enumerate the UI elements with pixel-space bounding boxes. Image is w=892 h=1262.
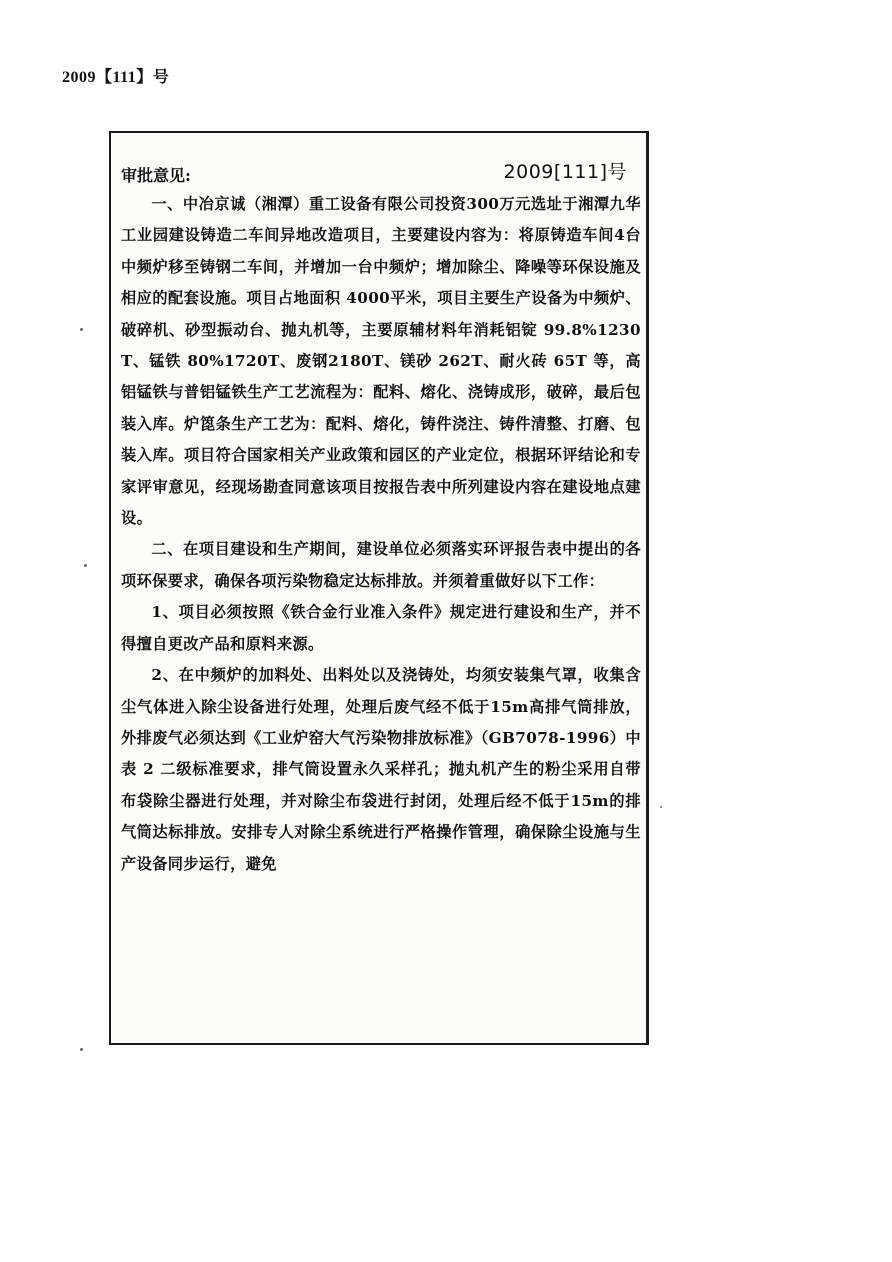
paragraph-requirements-intro: 二、在项目建设和生产期间，建设单位必须落实环评报告表中提出的各项环保要求，确保各项污染物稳定达标排放。并须着重做好以下工作： bbox=[121, 540, 641, 590]
paragraph-project-overview: 一、中冶京诚（湘潭）重工设备有限公司投资300万元选址于湘潭九华工业园建设铸造二车间异地改造项目，主要建设内容为：将原铸造车间4台中频炉移至铸钢二车间，并增加一台中频炉；增加除尘、降噪等环保设施及相应的配套设施。项目占地面积 4000平米，项目主要生产设备为中频炉、破碎机、砂型振动台、抛丸机等，主要原辅材料年消耗铝锭 99.8%1230T、锰铁 80%1720T、废钢2180T、镁砂 262T、耐火砖 65T 等，高铝锰铁与普铝锰铁生产工艺流程为：配料、熔化、浇铸成形，破碎，最后包装入库。炉箆条生产工艺为：配料、熔化，铸件浇注、铸件清整、打磨、包装入库。项目符合国家相关产业政策和园区的产业定位，根据环评结论和专家评审意见，经现场勘查同意该项目按报告表中所列建设内容在建设地点建设。 bbox=[121, 195, 641, 528]
scan-speck bbox=[84, 564, 87, 567]
paragraph-item-2: 2、在中频炉的加料处、出料处以及浇铸处，均须安装集气罩，收集含尘气体进入除尘设备进行处理，处理后废气经不低于15m高排气筒排放，外排废气必须达到《工业炉窑大气污染物排放标准》（GB7078-1996）中表 2 二级标准要求，排气筒设置永久采样孔；抛丸机产生的粉尘采用自带布袋除尘器进行处理，并对除尘布袋进行封闭，处理后经不低于15m的排气筒达标排放。安排专人对除尘系统进行严格操作管理，确保除尘设施与生产设备同步运行，避免 bbox=[121, 666, 641, 873]
document-heading bbox=[121, 157, 631, 185]
scan-speck bbox=[80, 1048, 83, 1051]
document-number: 2009[111]号 bbox=[503, 161, 627, 183]
scan-speck bbox=[660, 806, 662, 808]
paragraph-item-1: 1、项目必须按照《铁合金行业准入条件》规定进行建设和生产，并不得擅自更改产品和原料来源。 bbox=[121, 603, 641, 653]
page-header-doc-number: 2009【111】号 bbox=[62, 69, 170, 86]
approval-opinion-label: 审批意见: bbox=[121, 166, 191, 185]
scanned-approval-document bbox=[109, 131, 649, 1045]
document-body bbox=[121, 189, 641, 880]
scan-speck bbox=[80, 328, 83, 331]
